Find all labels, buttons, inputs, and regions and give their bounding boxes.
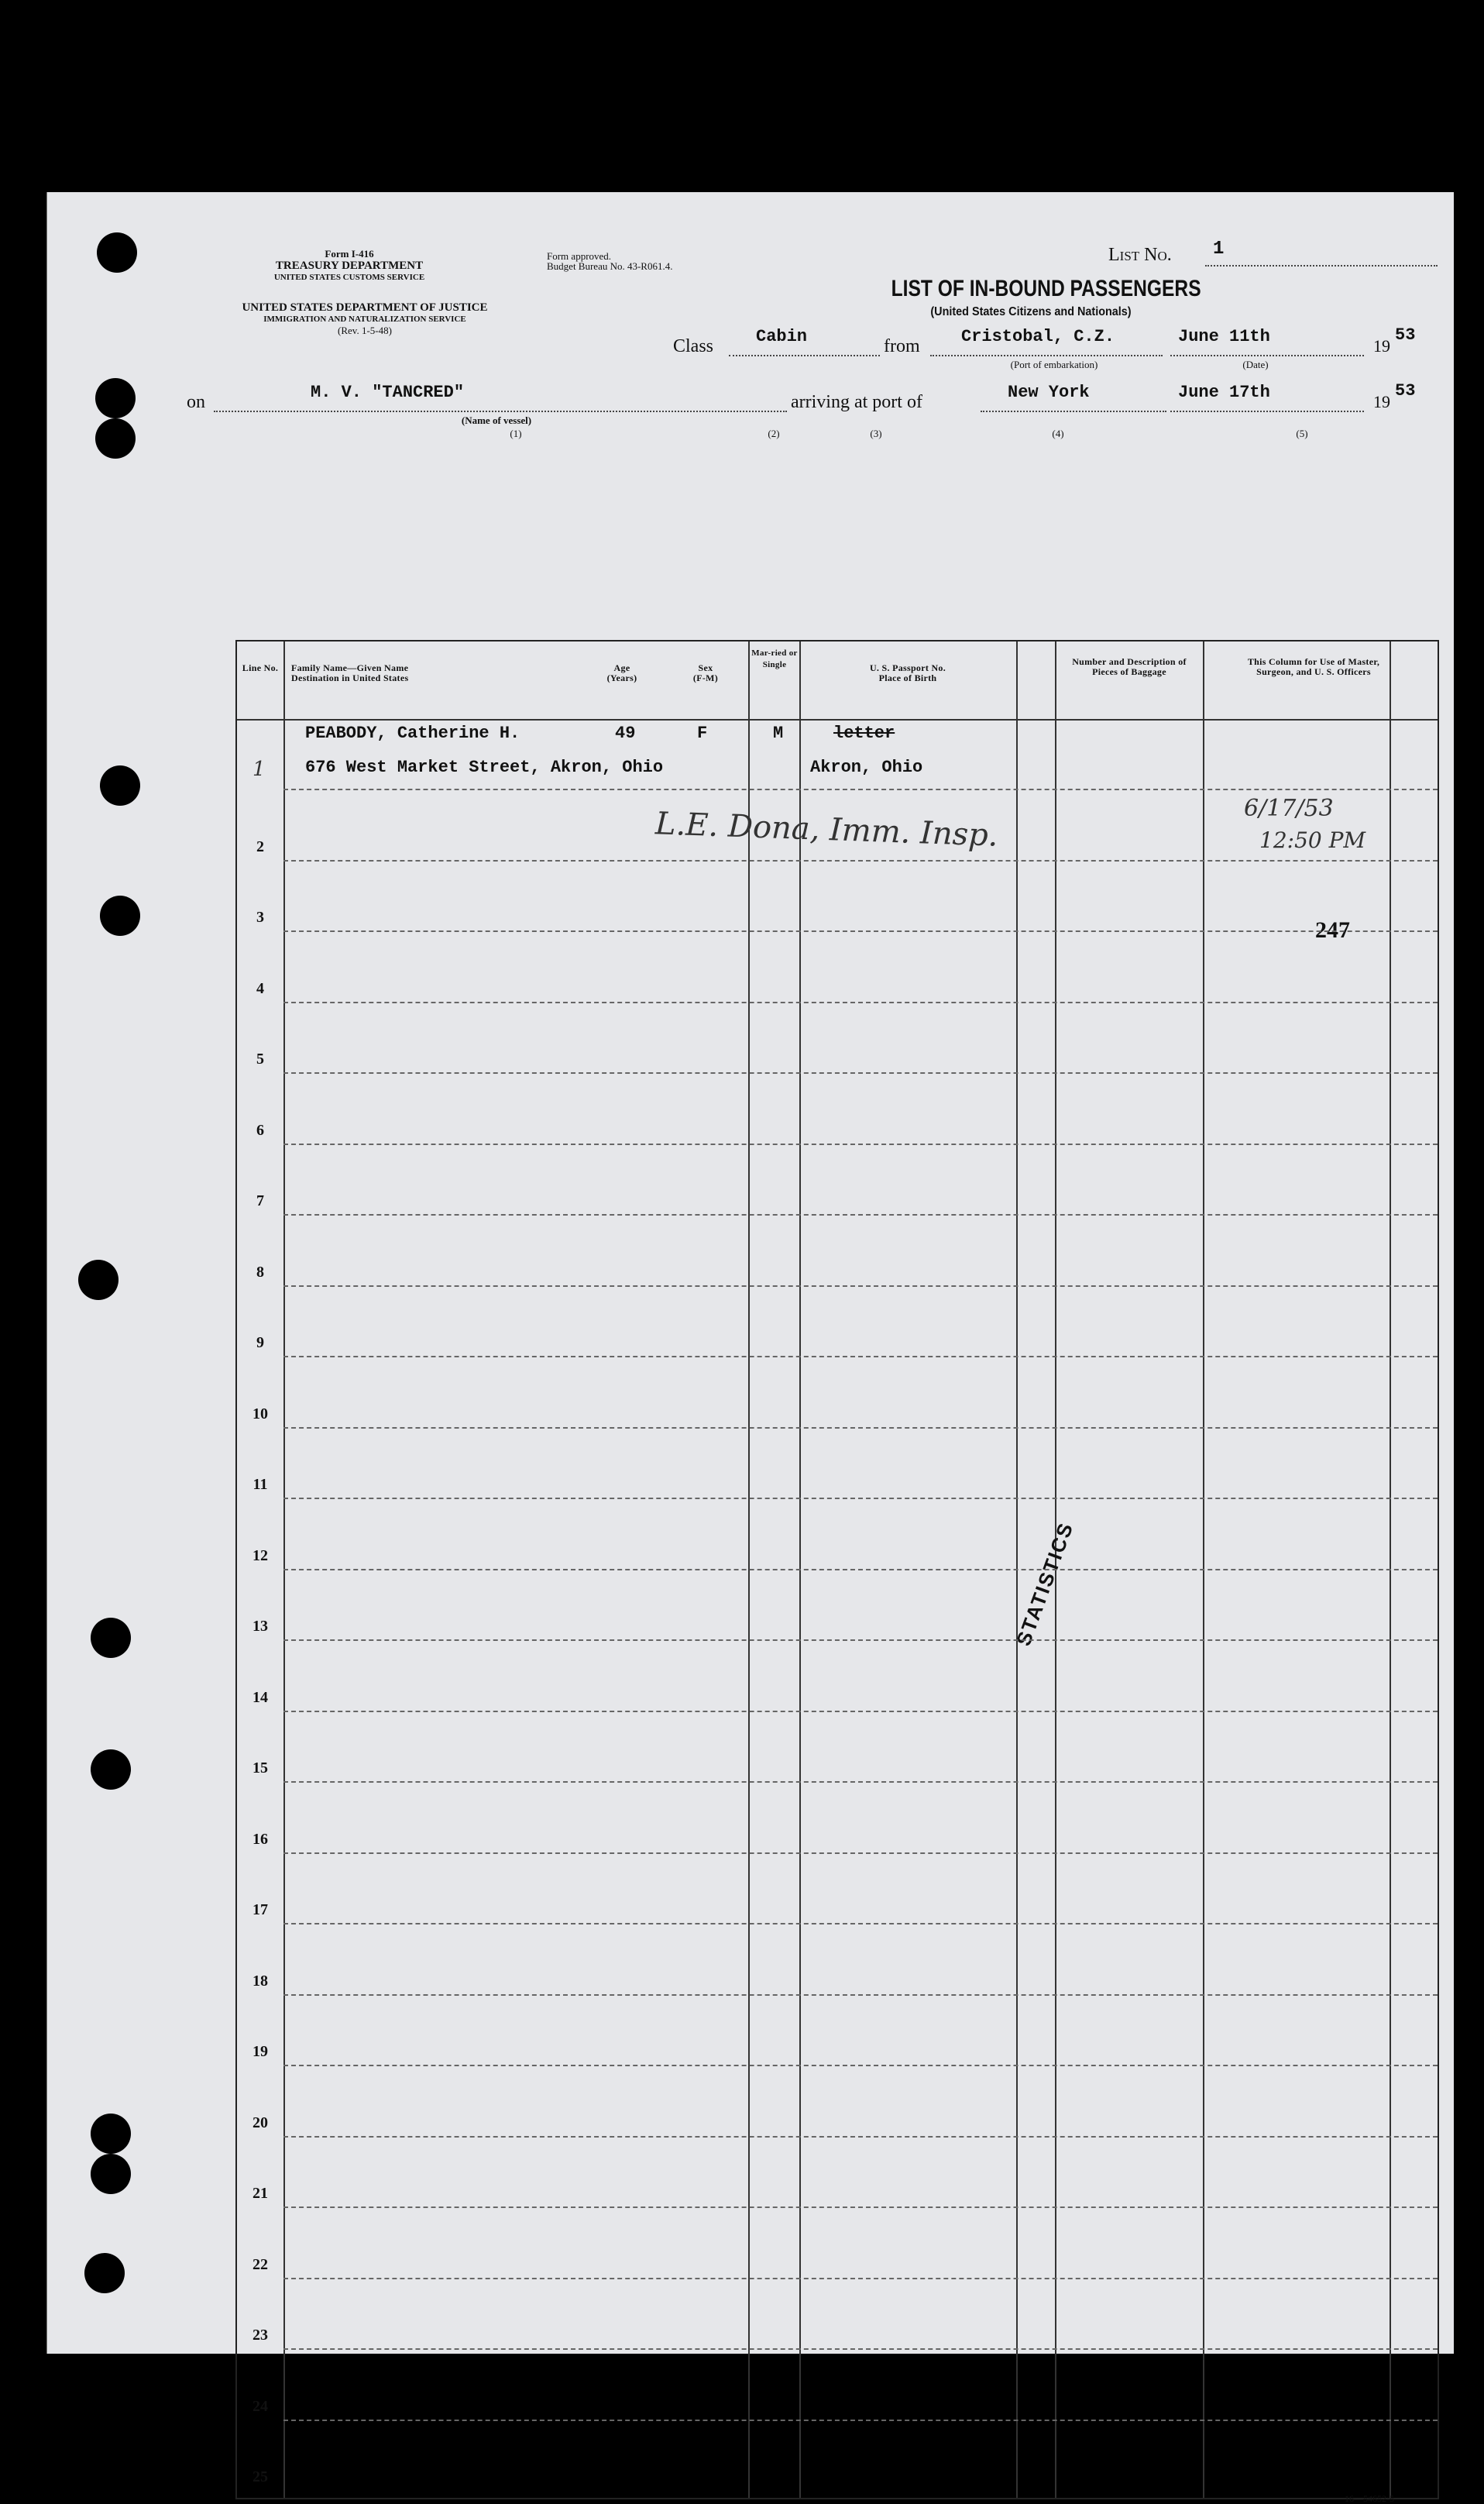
print-code: 16—54652-5 <box>1345 2493 1394 2504</box>
manifest-page <box>46 192 1454 2504</box>
line-number: 14 <box>252 1688 268 1706</box>
treasury-department: TREASURY DEPARTMENT <box>275 260 424 272</box>
line-number: 5 <box>256 1051 264 1068</box>
passenger-passport: letter <box>833 724 895 743</box>
form-approved: Form approved. <box>547 250 612 262</box>
line-number: 20 <box>252 2114 268 2131</box>
header-marital: Mar-ried or Single <box>751 648 798 669</box>
line-number: 18 <box>252 1972 268 1990</box>
passenger-sex: F <box>697 724 708 743</box>
department-of-justice: UNITED STATES DEPARTMENT OF JUSTICE <box>242 301 488 314</box>
arrival-port: New York <box>1008 383 1090 402</box>
line-number: 21 <box>252 2185 268 2202</box>
col-5-number: (5) <box>1296 428 1308 439</box>
col-4-number: (4) <box>1052 428 1064 439</box>
ins-name: IMMIGRATION AND NATURALIZATION SERVICE <box>263 315 466 324</box>
header-passport: U. S. Passport No. <box>869 662 946 673</box>
port-embark-caption: (Port of embarkation) <box>1010 359 1098 370</box>
col-2-number: (2) <box>768 428 780 439</box>
line-1-mark: 1 <box>252 758 266 781</box>
line-number: 9 <box>256 1334 264 1351</box>
punch-hole <box>100 896 140 936</box>
from-label: from <box>884 336 920 356</box>
inspection-time: 12:50 PM <box>1259 827 1366 853</box>
punch-hole <box>91 1618 131 1658</box>
col-3-number: (3) <box>870 428 882 439</box>
vessel-caption: (Name of vessel) <box>461 414 532 426</box>
punch-hole <box>84 2253 125 2293</box>
line-number: 24 <box>252 2397 268 2415</box>
header-officers: This Column for Use of Master, Surgeon, and U. S. Officers <box>1247 656 1380 677</box>
arriving-label: arriving at port of <box>791 392 922 412</box>
class-value: Cabin <box>756 327 808 346</box>
revision: (Rev. 1-5-48) <box>338 325 392 336</box>
line-number: 16 <box>252 1830 268 1848</box>
header-age: Age <box>613 662 630 673</box>
header-baggage: Number and Description of Pieces of Baggage <box>1072 656 1187 677</box>
line-number: 19 <box>252 2043 268 2060</box>
punch-hole <box>95 418 136 459</box>
on-label: on <box>187 392 205 412</box>
year-prefix: 19 <box>1373 336 1390 356</box>
passenger-birthplace: Akron, Ohio <box>810 758 923 777</box>
line-number: 12 <box>252 1546 268 1564</box>
punch-hole <box>95 378 136 418</box>
line-number: 25 <box>252 2468 268 2485</box>
line-number: 2 <box>256 838 264 855</box>
passenger-age: 49 <box>615 724 636 743</box>
page-title: LIST OF IN-BOUND PASSENGERS <box>891 276 1201 301</box>
header-age-sub: (Years) <box>606 672 637 683</box>
inspector-signature: L.E. Dona, Imm. Insp. <box>654 806 999 854</box>
line-number: 17 <box>252 1901 268 1918</box>
form-number: Form I-416 <box>325 248 374 260</box>
departure-year: 53 <box>1395 325 1416 345</box>
punch-hole <box>100 765 140 806</box>
passenger-address: 676 West Market Street, Akron, Ohio <box>305 758 664 777</box>
passenger-marital: M <box>773 724 784 743</box>
punch-hole <box>78 1260 119 1300</box>
vessel-name: M. V. "TANCRED" <box>311 383 465 402</box>
line-number: 23 <box>252 2327 268 2344</box>
class-label: Class <box>673 336 714 356</box>
list-no-label: List No. <box>1108 245 1172 265</box>
punch-hole <box>91 1749 131 1790</box>
arrival-year: 53 <box>1395 381 1416 401</box>
line-number: 10 <box>252 1405 268 1422</box>
line-number: 11 <box>252 1476 268 1493</box>
line-number: 22 <box>252 2255 268 2273</box>
line-number: 8 <box>256 1263 264 1281</box>
line-number: 4 <box>256 979 264 997</box>
line-number: 3 <box>256 909 264 926</box>
punch-hole <box>91 2114 131 2154</box>
inspection-date: 6/17/53 <box>1244 795 1334 822</box>
punch-hole <box>97 232 137 273</box>
line-number: 13 <box>252 1618 268 1635</box>
port-of-embarkation: Cristobal, C.Z. <box>961 327 1115 346</box>
punch-hole <box>91 2154 131 2194</box>
list-no-value: 1 <box>1213 239 1225 260</box>
page-subtitle: (United States Citizens and Nationals) <box>930 305 1132 318</box>
header-birth: Place of Birth <box>878 672 937 683</box>
line-number: 6 <box>256 1121 264 1139</box>
departure-date: June 11th <box>1178 327 1270 346</box>
statistics-stamp: STATISTICS <box>1012 1519 1078 1649</box>
budget-bureau: Budget Bureau No. 43-R061.4. <box>547 260 673 272</box>
arrival-date: June 17th <box>1178 383 1270 402</box>
date-caption: (Date) <box>1242 359 1269 370</box>
col-1-number: (1) <box>510 428 522 439</box>
header-destination: Destination in United States <box>291 672 409 683</box>
passenger-name: PEABODY, Catherine H. <box>305 724 520 743</box>
line-number: 15 <box>252 1759 268 1777</box>
header-name: Family Name—Given Name <box>291 662 409 673</box>
customs-service: UNITED STATES CUSTOMS SERVICE <box>273 273 425 282</box>
number-stamp: 247 <box>1315 917 1350 943</box>
line-number: 7 <box>256 1192 264 1209</box>
passenger-table <box>235 640 1439 2504</box>
header-sex-sub: (F-M) <box>692 672 719 683</box>
header-line-no: Line No. <box>242 662 279 673</box>
arrival-year-prefix: 19 <box>1373 392 1390 411</box>
header-sex: Sex <box>698 662 713 673</box>
